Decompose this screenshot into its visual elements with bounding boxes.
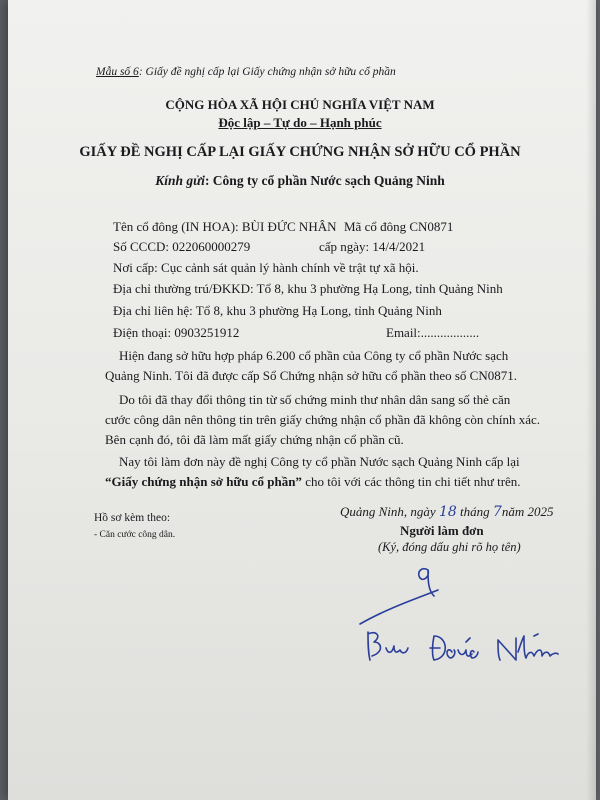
paragraph-holding <box>105 346 555 386</box>
date-month-word: tháng <box>456 504 493 519</box>
paragraph-reason <box>105 390 555 450</box>
shareholder-code: Mã cổ đông CN0871 <box>344 219 454 234</box>
attachments-heading: Hồ sơ kèm theo: <box>94 512 171 524</box>
paragraph-line: cước công dân nên thông tin trên giấy chứng nhận cổ phần đã không còn chính xác. <box>105 412 541 427</box>
date-month-handwritten: 7 <box>492 504 502 520</box>
date-day-handwritten: 18 <box>438 504 457 520</box>
contact-address: Địa chỉ liên hệ: Tổ 8, khu 3 phường Hạ Long, tỉnh Quảng Ninh <box>113 303 442 318</box>
signature-name-part <box>498 634 558 660</box>
shareholder-name-label: Tên cổ đông (IN HOA): <box>113 219 242 234</box>
shareholder-name-value: BÙI ĐỨC NHÂN <box>241 219 337 234</box>
form-number-label: Mẫu số 6 <box>96 66 139 78</box>
date-prefix: Quảng Ninh, ngày <box>340 504 439 519</box>
paragraph-line: Bên cạnh đó, tôi đã làm mất giấy chứng nhận cổ phần cũ. <box>105 432 404 447</box>
signing-instructions: (Ký, đóng dấu ghi rõ họ tên) <box>378 540 521 554</box>
signing-date <box>340 504 553 520</box>
form-number <box>96 66 396 78</box>
permanent-address: Địa chỉ thường trú/ĐKKD: Tổ 8, khu 3 phường Hạ Long, tỉnh Quảng Ninh <box>113 281 503 296</box>
signature-name-part <box>430 636 478 660</box>
certificate-name: “Giấy chứng nhận sở hữu cổ phần” <box>105 474 302 489</box>
attachment-item: - Căn cước công dân. <box>94 530 176 540</box>
document-title: GIẤY ĐỀ NGHỊ CẤP LẠI GIẤY CHỨNG NHẬN SỞ HỮU CỔ PHẦN <box>79 144 521 160</box>
cccd-number: Số CCCD: 022060000279 <box>113 239 251 254</box>
paragraph-line: Nay tôi làm đơn này đề nghị Công ty cổ phần Nước sạch Quảng Ninh cấp lại <box>119 454 520 469</box>
paragraph-line: Hiện đang sở hữu hợp pháp 6.200 cổ phần của Công ty cổ phần Nước sạch <box>119 348 509 363</box>
signature-name-part <box>368 632 408 660</box>
nation-heading: CỘNG HÒA XÃ HỘI CHỦ NGHĨA VIỆT NAM <box>165 97 435 112</box>
paragraph-request <box>105 452 555 492</box>
handwritten-signature <box>348 556 578 666</box>
paragraph-line <box>105 472 555 492</box>
phone: Điện thoại: 0903251912 <box>113 325 240 340</box>
paragraph-line-rest: cho tôi với các thông tin chi tiết như trên. <box>301 474 521 489</box>
recipient-label: Kính gửi <box>155 173 205 188</box>
paragraph-line: Do tôi đã thay đổi thông tin từ số chứng minh thư nhân dân sang số thẻ căn <box>119 392 511 407</box>
signature-stroke <box>360 590 438 624</box>
email: Email:.................. <box>386 325 480 340</box>
shareholder-name <box>113 219 336 235</box>
paragraph-line: Quảng Ninh. Tôi đã được cấp Sổ Chứng nhận sở hữu cổ phần theo số CN0871. <box>105 368 517 383</box>
document-page <box>8 0 596 800</box>
cccd-issue-date: cấp ngày: 14/4/2021 <box>319 239 426 254</box>
recipient-line <box>0 173 600 189</box>
issue-place: Nơi cấp: Cục cảnh sát quản lý hành chính về trật tự xã hội. <box>113 260 419 275</box>
signer-role: Người làm đơn <box>400 523 484 538</box>
date-year: năm 2025 <box>501 504 554 519</box>
recipient-value: : Công ty cổ phần Nước sạch Quảng Ninh <box>204 173 445 188</box>
form-number-desc: : Giấy đề nghị cấp lại Giấy chứng nhận sở hữu cổ phần <box>138 66 396 78</box>
motto: Độc lập – Tự do – Hạnh phúc <box>218 115 382 130</box>
